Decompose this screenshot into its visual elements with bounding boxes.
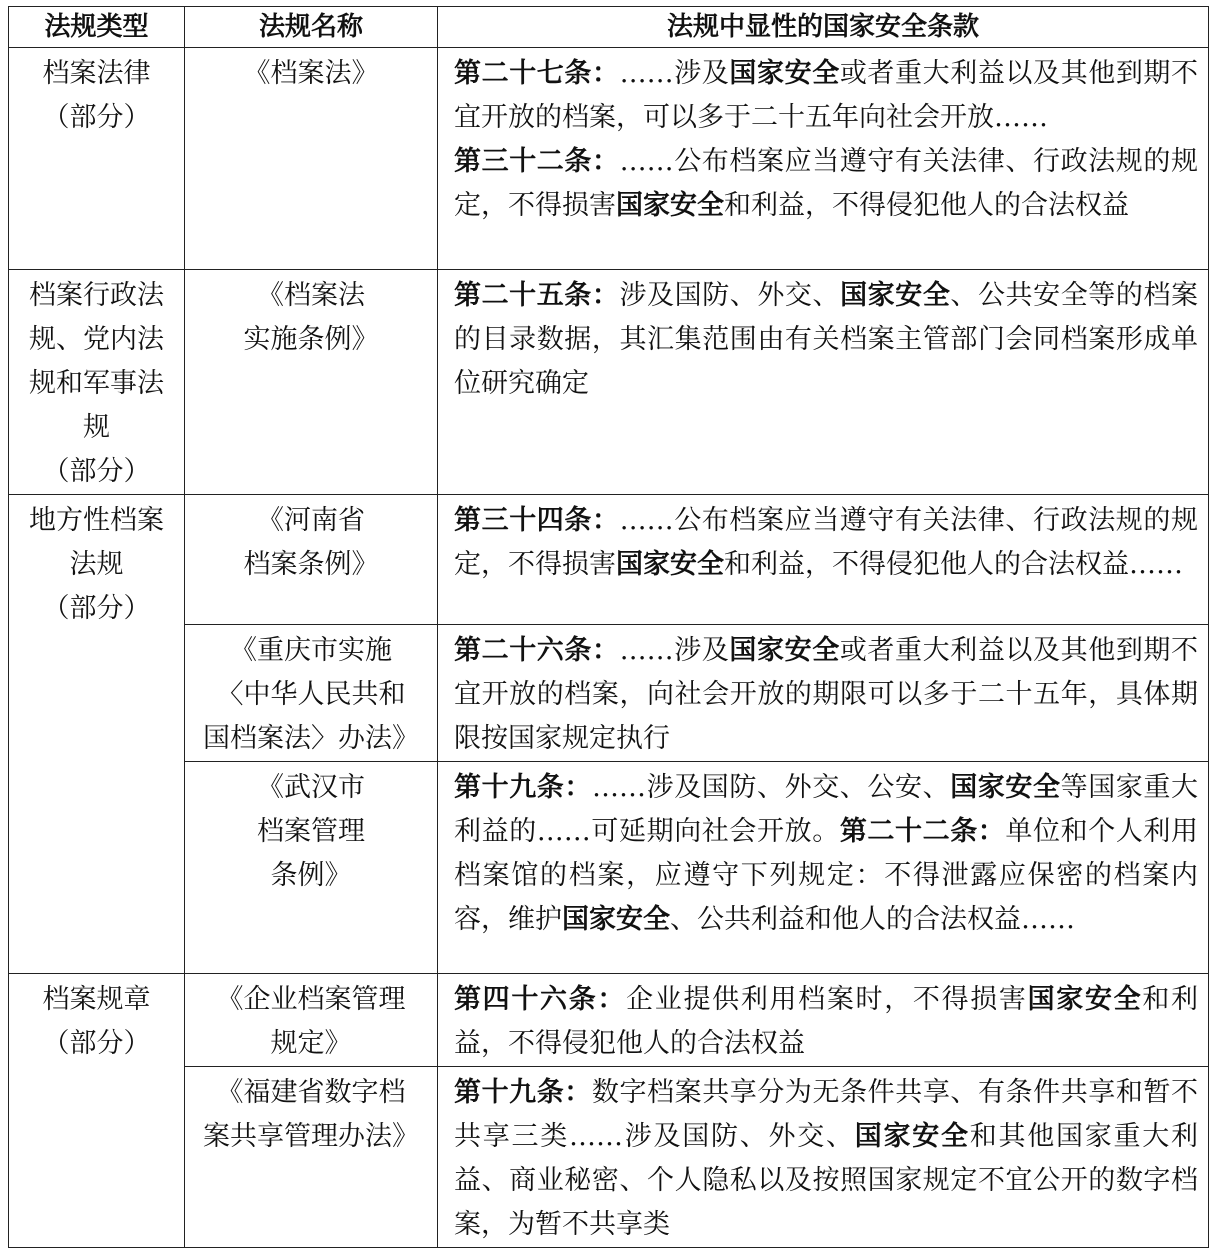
type-line: （部分） bbox=[42, 102, 151, 133]
type-line: （部分） bbox=[42, 593, 151, 624]
name-line: 《重庆市实施 bbox=[230, 635, 392, 666]
clause-text: 和其他国家重大利益、商业秘密、个人隐私以及按照国家规定不宜公开的数字档案，为暂不共享类 bbox=[454, 1121, 1198, 1240]
regulation-name-cell bbox=[185, 48, 438, 270]
type-line: 规 bbox=[83, 412, 110, 443]
clause-label: 第十九条： bbox=[454, 772, 592, 803]
clause-paragraph bbox=[454, 140, 1198, 228]
table-header-row bbox=[9, 7, 1209, 48]
regulations-table bbox=[8, 6, 1209, 1248]
type-line: （部分） bbox=[42, 456, 151, 487]
name-line: 国档案法〉办法》 bbox=[203, 723, 419, 754]
type-line: 档案行政法 bbox=[29, 280, 164, 311]
clause-label: 第三十四条： bbox=[454, 505, 620, 536]
regulation-type-cell bbox=[9, 974, 185, 1248]
type-line: 档案法律 bbox=[42, 58, 151, 89]
clause-text: 、公共安全等的档案的目录数据，其汇集范围由有关档案主管部门会同档案形成单位研究确定 bbox=[454, 280, 1199, 399]
clause-text: 和利益，不得侵犯他人的合法权益 bbox=[724, 190, 1129, 221]
clause-text: ……公布档案应当遵守有关法律、行政法规的规定，不得损害 bbox=[454, 146, 1199, 221]
clause-cell bbox=[438, 762, 1209, 974]
clause-keyword: 国家安全 bbox=[1027, 984, 1143, 1015]
clause-paragraph bbox=[454, 766, 1198, 942]
name-line: 《福建省数字档 bbox=[216, 1077, 406, 1108]
clause-paragraph bbox=[454, 52, 1198, 140]
clause-label: 第二十二条： bbox=[839, 816, 1006, 847]
clause-label: 第三十二条： bbox=[454, 146, 620, 177]
clause-text: ……涉及国防、外交、公安、 bbox=[592, 772, 951, 803]
regulation-name-cell bbox=[185, 625, 438, 762]
clause-text: 和利益，不得侵犯他人的合法权益…… bbox=[724, 549, 1183, 580]
regulation-name-cell bbox=[185, 762, 438, 974]
clause-text: ……公布档案应当遵守有关法律、行政法规的规定，不得损害 bbox=[454, 505, 1199, 580]
type-line: 地方性档案 bbox=[29, 505, 164, 536]
name-line: 〈中华人民共和 bbox=[216, 679, 406, 710]
table-row bbox=[9, 270, 1209, 495]
name-line: 《档案法》 bbox=[243, 58, 379, 89]
name-line: 《档案法 bbox=[257, 280, 365, 311]
clause-label: 第二十五条： bbox=[454, 280, 620, 311]
name-line: 《武汉市 bbox=[257, 772, 365, 803]
clause-text: 等国家重大利益的……可延期向社会开放。 bbox=[454, 772, 1199, 847]
name-line: 档案条例》 bbox=[243, 549, 379, 580]
regulation-name-cell bbox=[185, 495, 438, 625]
table-row bbox=[9, 495, 1209, 625]
clause-cell bbox=[438, 1067, 1209, 1248]
type-line: 规、党内法 bbox=[29, 324, 164, 355]
clause-text: 企业提供利用档案时，不得损害 bbox=[626, 984, 1028, 1015]
clause-cell bbox=[438, 270, 1209, 495]
regulation-name-cell bbox=[185, 974, 438, 1067]
name-line: 《企业档案管理 bbox=[216, 984, 406, 1015]
clause-keyword: 国家安全 bbox=[854, 1121, 970, 1152]
clause-keyword: 国家安全 bbox=[840, 280, 951, 311]
clause-label: 第二十六条： bbox=[454, 635, 620, 666]
clause-text: 和利益，不得侵犯他人的合法权益 bbox=[454, 984, 1199, 1059]
regulation-type-cell bbox=[9, 270, 185, 495]
clause-text: 数字档案共享分为无条件共享、有条件共享和暂不共享三类……涉及国防、外交、 bbox=[454, 1077, 1199, 1152]
regulation-name-cell bbox=[185, 270, 438, 495]
clause-text: 涉及国防、外交、 bbox=[619, 280, 841, 311]
table-row bbox=[9, 48, 1209, 270]
regulation-type-cell bbox=[9, 495, 185, 974]
regulation-type-cell bbox=[9, 48, 185, 270]
clause-cell bbox=[438, 495, 1209, 625]
clause-keyword: 国家安全 bbox=[616, 549, 724, 580]
clause-paragraph bbox=[454, 629, 1198, 761]
clause-label: 第四十六条： bbox=[454, 984, 627, 1015]
name-line: 档案管理 bbox=[257, 816, 365, 847]
table-row bbox=[9, 762, 1209, 974]
table-row bbox=[9, 974, 1209, 1067]
clause-keyword: 国家安全 bbox=[729, 58, 840, 89]
clause-text: 单位和个人利用档案馆的档案，应遵守下列规定：不得泄露应保密的档案内容，维护 bbox=[454, 816, 1199, 935]
name-line: 实施条例》 bbox=[243, 324, 379, 355]
regulation-name-cell bbox=[185, 1067, 438, 1248]
name-line: 《河南省 bbox=[257, 505, 365, 536]
clause-keyword: 国家安全 bbox=[562, 904, 670, 935]
type-line: （部分） bbox=[42, 1028, 151, 1059]
clause-cell bbox=[438, 625, 1209, 762]
clause-keyword: 国家安全 bbox=[729, 635, 840, 666]
clause-text: 或者重大利益以及其他到期不宜开放的档案，向社会开放的期限可以多于二十五年，具体期限按国家规定执行 bbox=[454, 635, 1199, 754]
clause-text: 、公共利益和他人的合法权益…… bbox=[670, 904, 1075, 935]
clause-text: ……涉及 bbox=[619, 635, 730, 666]
header-regulation-name: 法规名称 bbox=[185, 7, 438, 48]
table-row bbox=[9, 1067, 1209, 1248]
clause-paragraph bbox=[454, 499, 1198, 587]
header-security-clauses: 法规中显性的国家安全条款 bbox=[438, 7, 1209, 48]
type-line: 档案规章 bbox=[42, 984, 151, 1015]
clause-label: 第二十七条： bbox=[454, 58, 620, 89]
table-row bbox=[9, 625, 1209, 762]
clause-paragraph bbox=[454, 274, 1198, 406]
type-line: 法规 bbox=[69, 549, 124, 580]
clause-paragraph bbox=[454, 978, 1198, 1066]
clause-text: ……涉及 bbox=[619, 58, 730, 89]
clause-paragraph bbox=[454, 1071, 1198, 1247]
type-line: 规和军事法 bbox=[29, 368, 164, 399]
name-line: 条例》 bbox=[270, 860, 352, 891]
clause-keyword: 国家安全 bbox=[950, 772, 1061, 803]
name-line: 案共享管理办法》 bbox=[203, 1121, 419, 1152]
clause-label: 第十九条： bbox=[454, 1077, 592, 1108]
header-regulation-type: 法规类型 bbox=[9, 7, 185, 48]
clause-keyword: 国家安全 bbox=[616, 190, 724, 221]
name-line: 规定》 bbox=[270, 1028, 352, 1059]
clause-cell bbox=[438, 974, 1209, 1067]
clause-cell bbox=[438, 48, 1209, 270]
clause-text: 或者重大利益以及其他到期不宜开放的档案，可以多于二十五年向社会开放…… bbox=[454, 58, 1199, 133]
